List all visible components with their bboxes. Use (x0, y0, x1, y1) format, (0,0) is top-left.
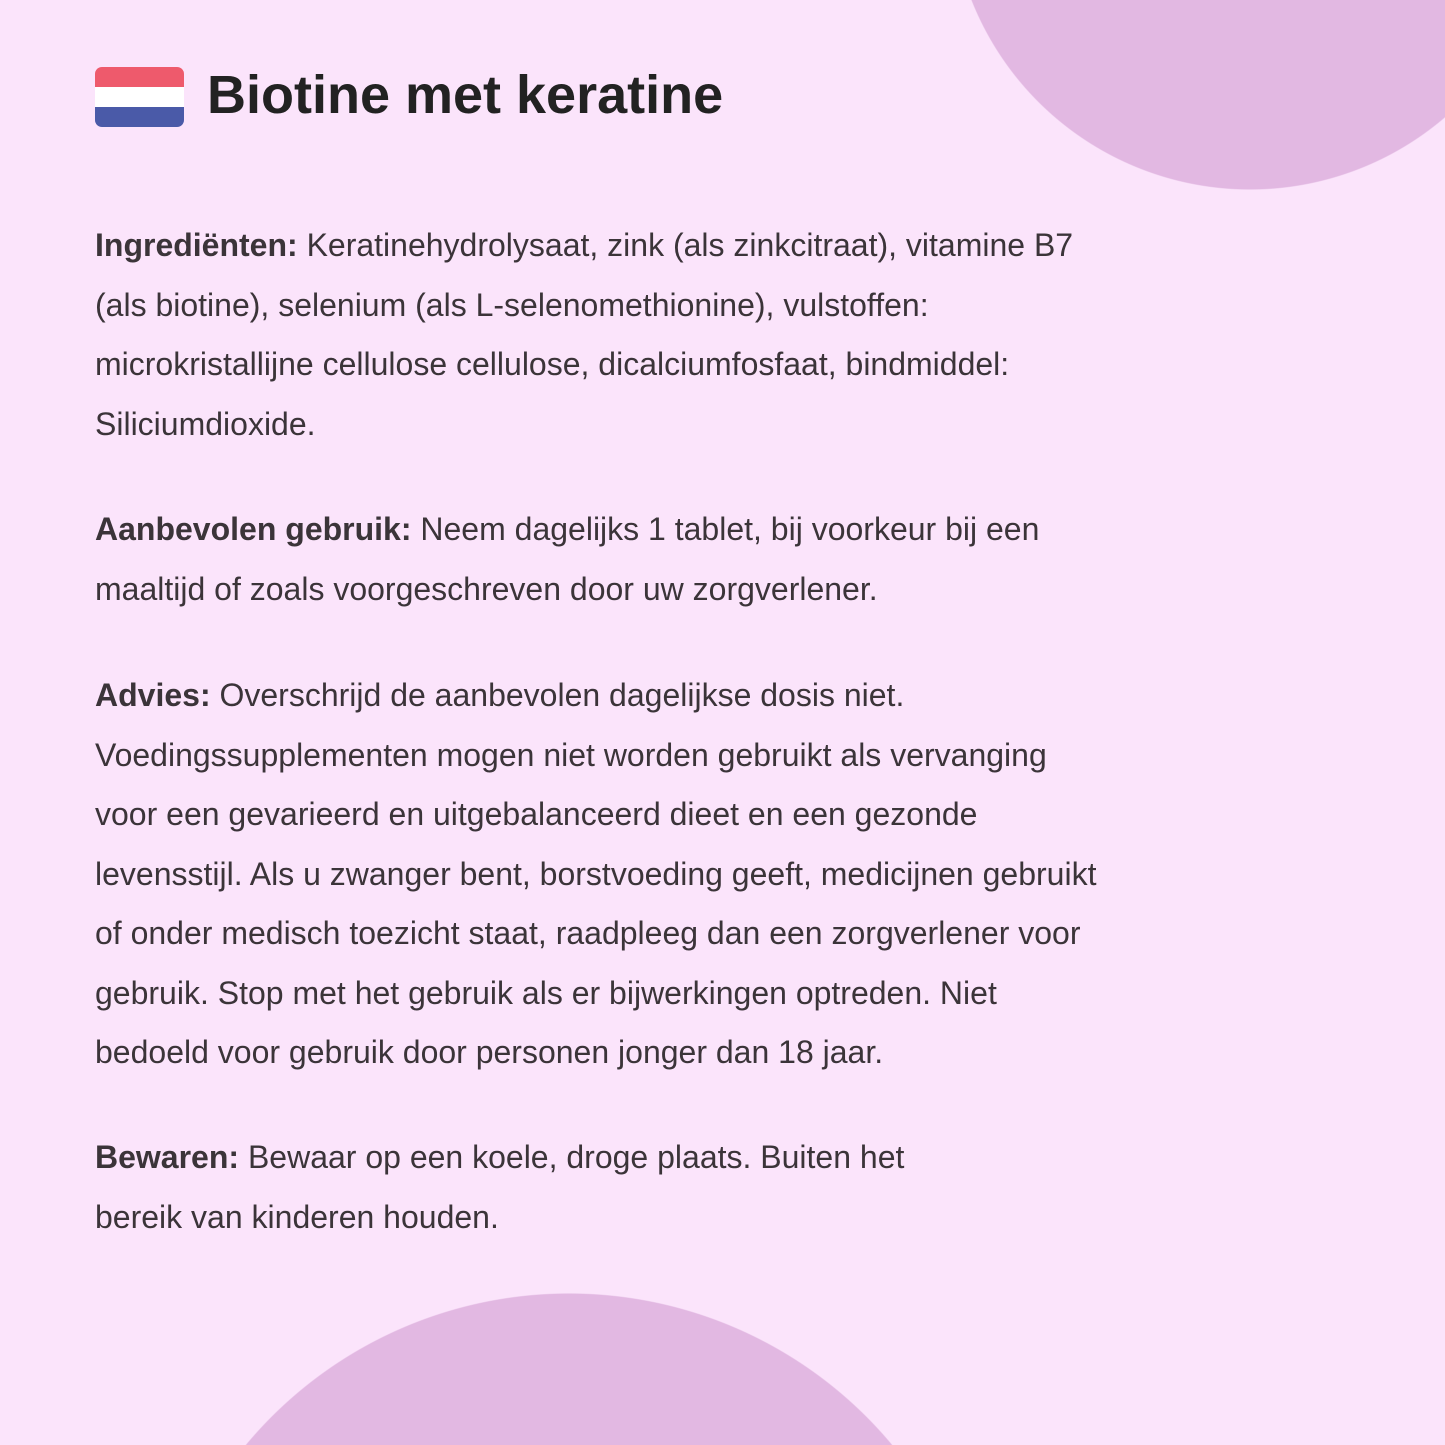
text-line: gebruik. Stop met het gebruik als er bijwerkingen optreden. Niet (95, 974, 997, 1011)
text-line: microkristallijne cellulose cellulose, dicalciumfosfaat, bindmiddel: (95, 346, 1010, 382)
section-ingredients (95, 216, 1073, 454)
section-advice (95, 666, 1096, 1083)
text-line: of onder medisch toezicht staat, raadpleeg dan een zorgverlener voor (95, 915, 1081, 951)
text-line: Neem dagelijks 1 tablet, bij voorkeur bij een (411, 511, 1040, 547)
section-label: Bewaren: (95, 1139, 240, 1175)
text-line: (als biotine), selenium (als L-selenomethionine), vulstoffen: (95, 286, 929, 323)
section-label: Ingrediënten: (95, 227, 298, 263)
text-line: bereik van kinderen houden. (95, 1198, 499, 1235)
netherlands-flag-icon (95, 67, 184, 127)
text-line: Keratinehydrolysaat, zink (als zinkcitraat), vitamine B7 (297, 227, 1074, 263)
text-line: Overschrijd de aanbevolen dagelijkse dosis niet. (210, 677, 905, 713)
text-line: Bewaar op een koele, droge plaats. Buiten het (239, 1139, 905, 1175)
text-line: maaltijd of zoals voorgeschreven door uw zorgverlener. (95, 570, 878, 607)
text-line: levensstijl. Als u zwanger bent, borstvoeding geeft, medicijnen gebruikt (95, 855, 1097, 892)
section-usage (95, 500, 1039, 619)
section-label: Advies: (95, 677, 211, 713)
text-line: Siliciumdioxide. (95, 405, 316, 442)
page-title: Biotine met keratine (207, 65, 724, 125)
text-line: bedoeld voor gebruik door personen jonger dan 18 jaar. (95, 1034, 884, 1070)
text-line: voor een gevarieerd en uitgebalanceerd dieet en een gezonde (95, 796, 978, 832)
text-line: Voedingssupplementen mogen niet worden gebruikt als vervanging (95, 736, 1047, 773)
section-storage (95, 1128, 904, 1247)
section-label: Aanbevolen gebruik: (95, 511, 412, 547)
